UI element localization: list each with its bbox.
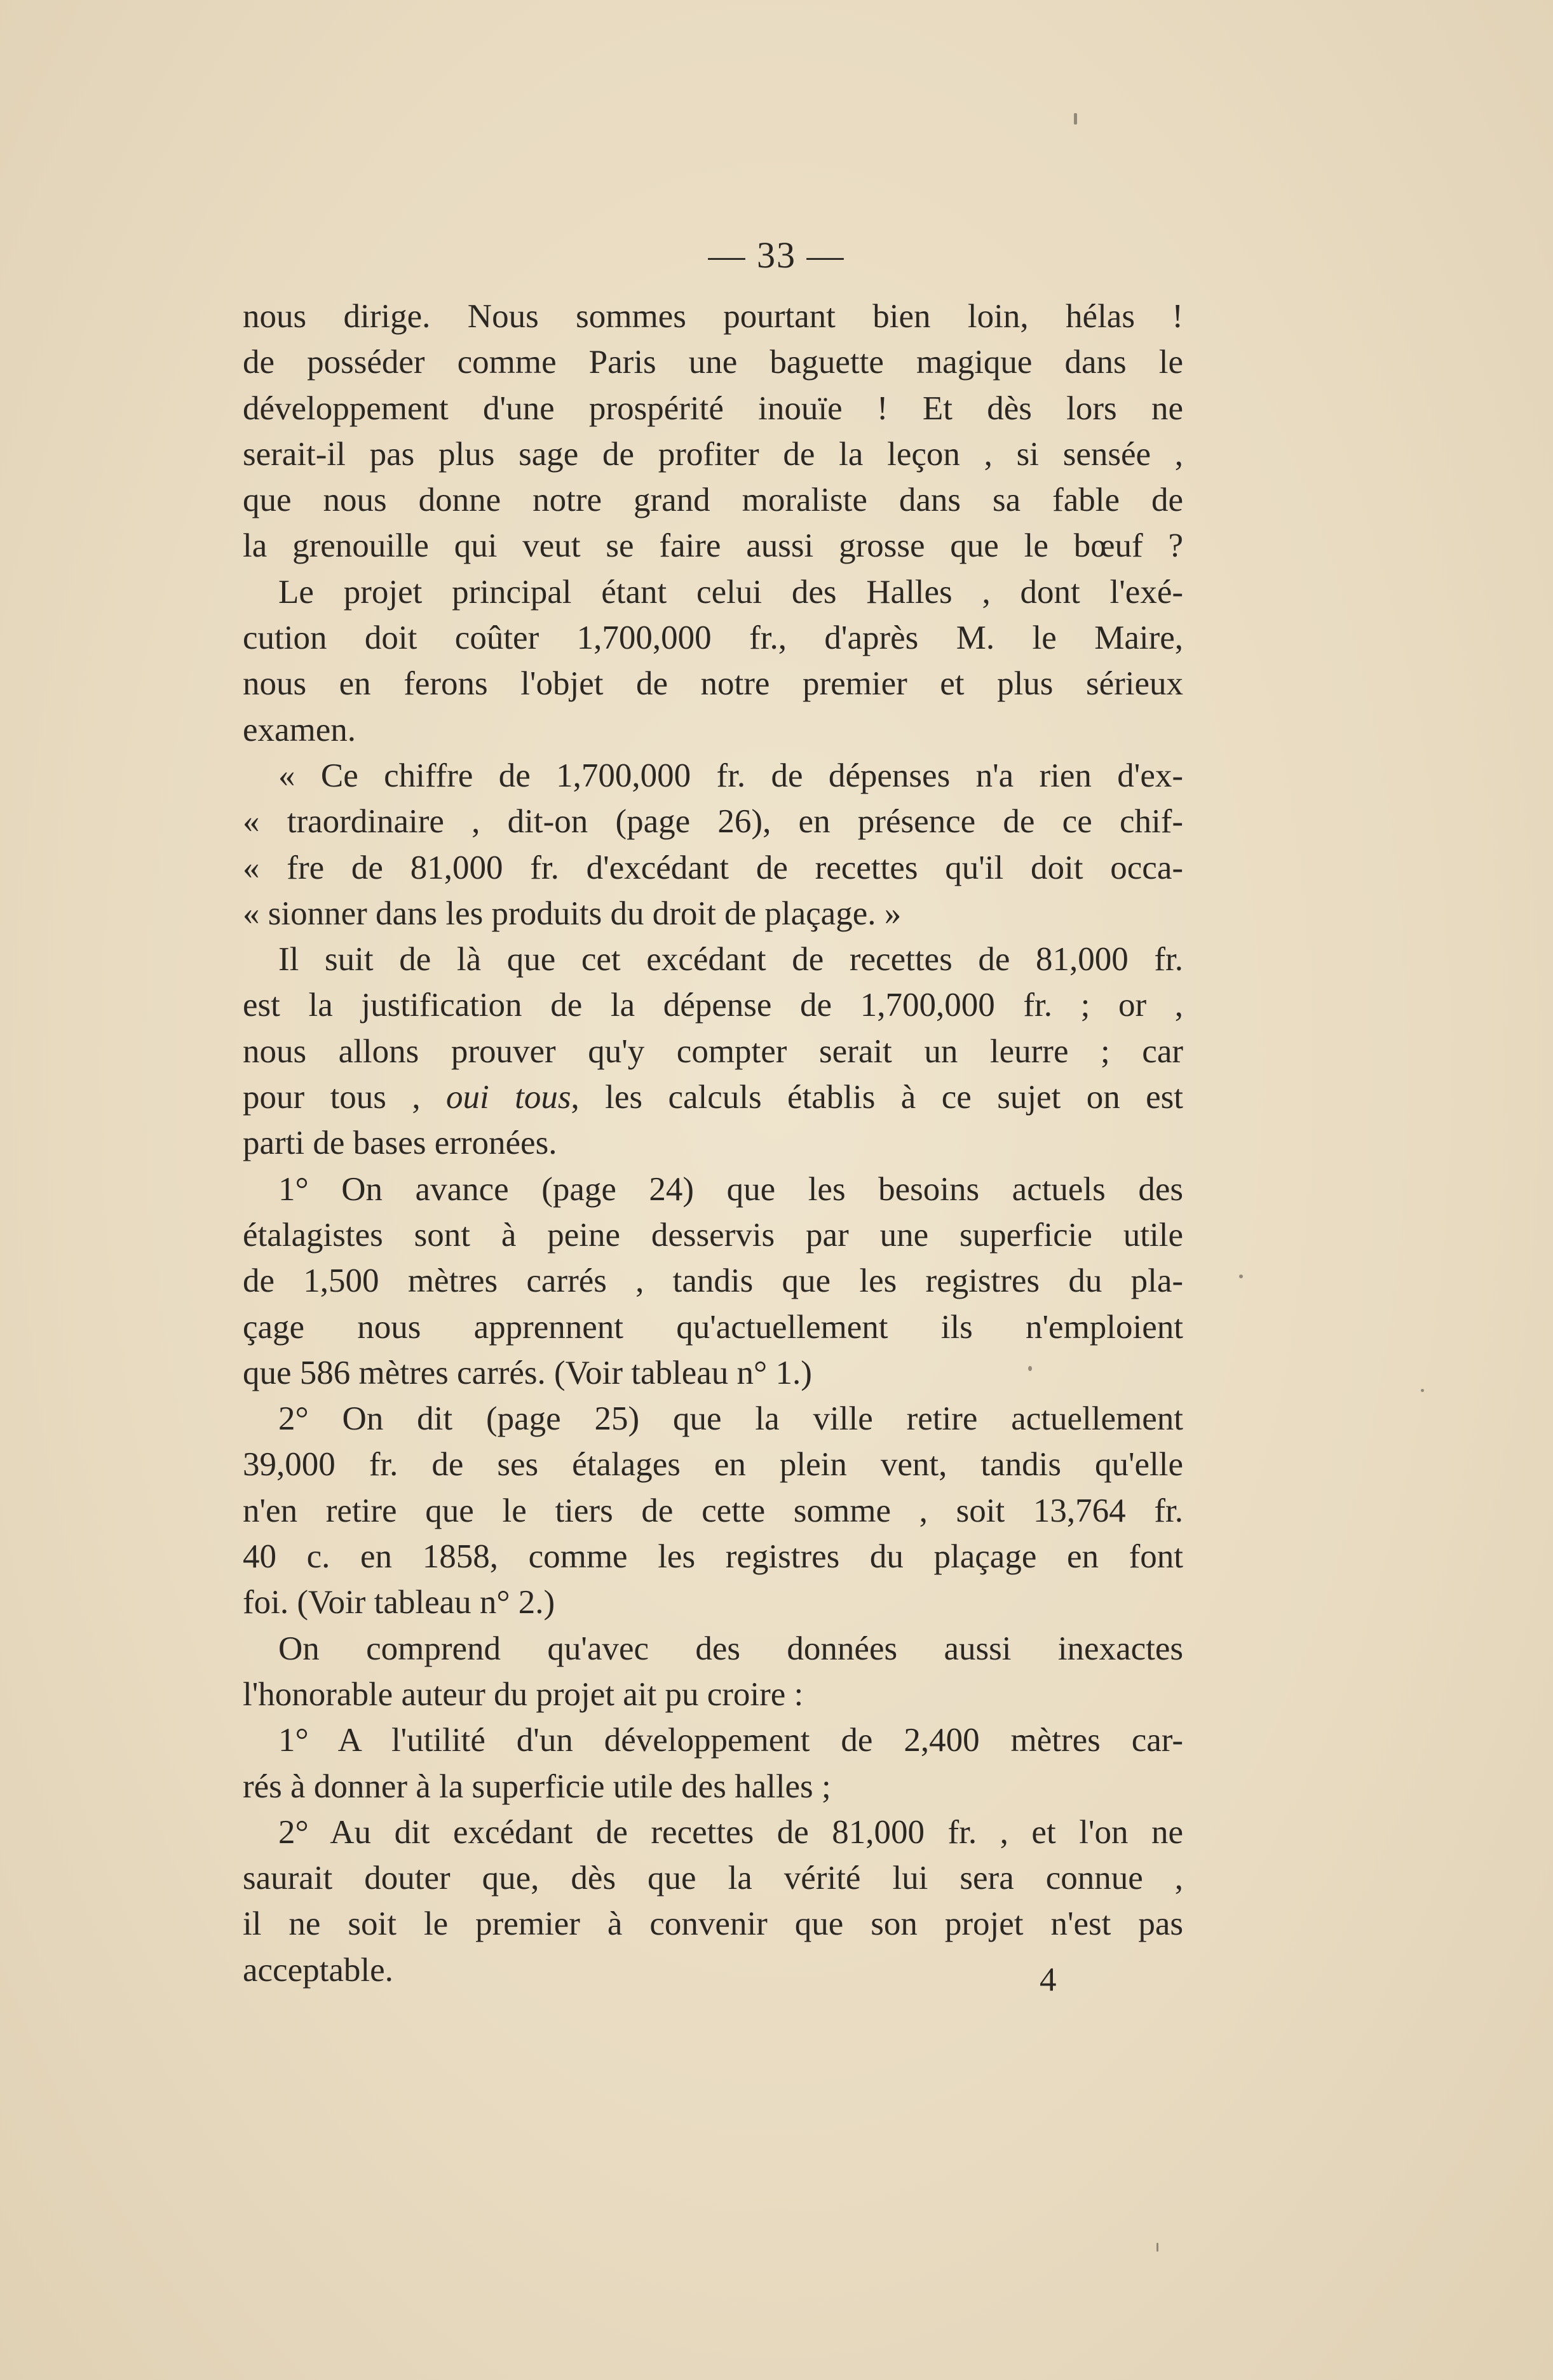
text-line: il ne soit le premier à convenir que son projet n'est pas <box>243 1905 1183 1943</box>
text-line: de posséder comme Paris une baguette magique dans le <box>243 344 1183 381</box>
paper-speck <box>1156 2243 1158 2252</box>
text-line: que 586 mètres carrés. (Voir tableau n° 1.) <box>243 1354 812 1391</box>
body-text <box>243 294 1183 1993</box>
text-line: « sionner dans les produits du droit de plaçage. » <box>243 895 902 932</box>
text-line: 2° Au dit excédant de recettes de 81,000 fr. , et l'on ne <box>278 1813 1183 1851</box>
text-line: On comprend qu'avec des données aussi inexactes <box>278 1630 1183 1667</box>
text-line: serait-il pas plus sage de profiter de la leçon , si sensée , <box>243 435 1183 473</box>
text-line: foi. (Voir tableau n° 2.) <box>243 1584 555 1621</box>
text-line: examen. <box>243 711 356 748</box>
text-line: étalagistes sont à peine desservis par une superficie utile <box>243 1216 1183 1254</box>
text-line: Le projet principal étant celui des Halles , dont l'exé- <box>278 573 1183 611</box>
text-line: 1° A l'utilité d'un développement de 2,400 mètres car- <box>278 1722 1183 1759</box>
text-line: est la justification de la dépense de 1,700,000 fr. ; or , <box>243 987 1183 1024</box>
text-line: 1° On avance (page 24) que les besoins actuels des <box>278 1170 1183 1208</box>
paper-speck <box>1421 1389 1424 1392</box>
text-line: 2° On dit (page 25) que la ville retire actuellement <box>278 1400 1183 1438</box>
text-line: « Ce chiffre de 1,700,000 fr. de dépenses n'a rien d'ex- <box>278 757 1183 794</box>
text-line: acceptable. <box>243 1951 393 1989</box>
paper-speck <box>1239 1275 1243 1278</box>
text-line: l'honorable auteur du projet ait pu croire : <box>243 1675 804 1713</box>
paper-speck <box>1074 113 1077 125</box>
text-line: Il suit de là que cet excédant de recettes de 81,000 fr. <box>278 941 1183 978</box>
text-line: cution doit coûter 1,700,000 fr., d'après M. le Maire, <box>243 619 1183 657</box>
text-line: nous dirige. Nous sommes pourtant bien loin, hélas ! <box>243 298 1183 335</box>
text-line: « fre de 81,000 fr. d'excédant de recettes qu'il doit occa- <box>243 849 1183 886</box>
paper-speck <box>1028 1366 1032 1371</box>
text-line: parti de bases erronées. <box>243 1125 557 1162</box>
text-line: 40 c. en 1858, comme les registres du plaçage en font <box>243 1538 1183 1576</box>
text-line: la grenouille qui veut se faire aussi grosse que le bœuf ? <box>243 527 1183 565</box>
text-line: pour tous , oui tous, les calculs établis à ce sujet on est <box>243 1079 1183 1116</box>
text-line: nous en ferons l'objet de notre premier et plus sérieux <box>243 665 1183 703</box>
text-line: de 1,500 mètres carrés , tandis que les registres du pla- <box>243 1262 1183 1300</box>
text-line: nous allons prouver qu'y compter serait un leurre ; car <box>243 1032 1183 1070</box>
text-line: développement d'une prospérité inouïe ! Et dès lors ne <box>243 389 1183 427</box>
text-line: saurait douter que, dès que la vérité lui sera connue , <box>243 1860 1183 1897</box>
page-number: — 33 — <box>708 234 845 276</box>
text-line: « traordinaire , dit-on (page 26), en présence de ce chif- <box>243 803 1183 841</box>
text-line: n'en retire que le tiers de cette somme , soit 13,764 fr. <box>243 1492 1183 1529</box>
text-line: 39,000 fr. de ses étalages en plein vent, tandis qu'elle <box>243 1446 1183 1484</box>
text-line: que nous donne notre grand moraliste dans sa fable de <box>243 482 1183 519</box>
signature-mark: 4 <box>1040 1961 1057 1998</box>
text-line: rés à donner à la superficie utile des halles ; <box>243 1768 831 1805</box>
text-line: çage nous apprennent qu'actuellement ils n'emploient <box>243 1308 1183 1346</box>
